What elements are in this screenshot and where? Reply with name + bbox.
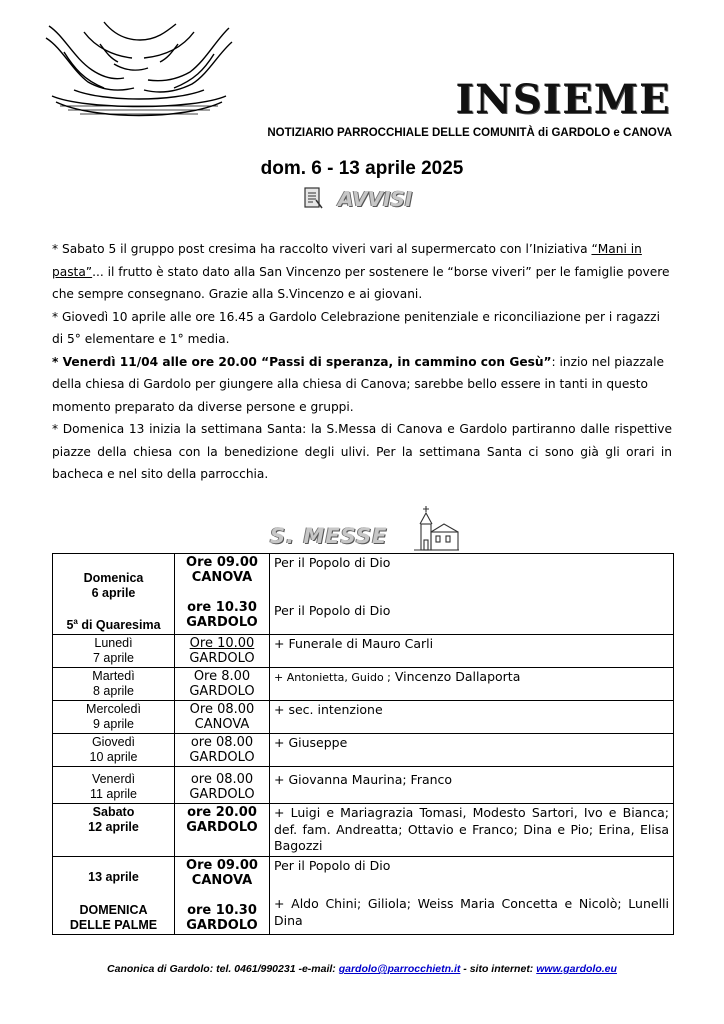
notice-text: * Giovedì 10 aprile alle ore 16.45 a Gardolo Celebrazione penitenziale e riconciliazione per i ragazzi di 5° elementare e 1° media. (52, 309, 660, 346)
day-date: 8 aprile (93, 684, 134, 699)
day-date: 11 aprile (89, 787, 138, 802)
table-row (53, 804, 674, 857)
intention-cell (270, 734, 674, 767)
hands-logo-image (44, 18, 234, 130)
mass-place: GARDOLO (189, 787, 255, 803)
footer-text: - sito internet: (460, 963, 537, 975)
table-row (53, 856, 674, 934)
table-row (53, 635, 674, 668)
day-cell (53, 804, 175, 857)
intention-cell (270, 804, 674, 857)
mass-intention: + Giovanna Maurina; Franco (274, 772, 453, 788)
mass-place: GARDOLO (189, 750, 255, 766)
mass-time: ore 10.30 (187, 902, 257, 918)
footer-text: Canonica di Gardolo: tel. 0461/990231 -e-mail: (107, 963, 339, 975)
time-cell (175, 554, 270, 635)
day-cell (53, 856, 175, 934)
time-cell (175, 767, 270, 804)
mass-intention: Per il Popolo di Dio (274, 555, 391, 570)
intention-cell (270, 635, 674, 668)
mass-time: Ore 09.00 (186, 555, 258, 570)
table-row (53, 701, 674, 734)
time-cell (175, 635, 270, 668)
day-date: 10 aprile (89, 750, 138, 765)
mass-place: GARDOLO (186, 820, 258, 836)
note-text: di Quaresima (77, 618, 161, 633)
day-name: Sabato (92, 805, 135, 820)
intention-cell (270, 701, 674, 734)
mass-place: GARDOLO (186, 615, 258, 630)
notice-item (52, 351, 672, 419)
notice-item (52, 418, 672, 486)
table-row (53, 668, 674, 701)
masses-heading (270, 504, 470, 556)
time-cell (175, 734, 270, 767)
time-cell (175, 804, 270, 857)
mass-place: CANOVA (191, 872, 253, 888)
notice-text: : inzio nel piazzale della chiesa di Gardolo per giungere alla chiesa di Canova; sarebbe bello essere in tanti in questo momento preparato da diverse persone e gruppi. (52, 354, 664, 414)
mass-time: Ore 10.00 (189, 636, 255, 652)
table-row (53, 734, 674, 767)
day-cell (53, 554, 175, 635)
time-cell (175, 701, 270, 734)
intention-cell (270, 856, 674, 934)
day-name: Lunedì (94, 636, 133, 651)
mass-place: CANOVA (194, 717, 250, 733)
mass-place: CANOVA (191, 570, 253, 585)
mass-time: ore 10.30 (187, 600, 257, 615)
day-name: Giovedì (91, 735, 136, 750)
mass-intention: + Aldo Chini; Giliola; Weiss Maria Concetta e Nicolò; Lunelli Dina (274, 896, 669, 928)
day-cell (53, 635, 175, 668)
contact-footer (0, 963, 724, 975)
intention-cell (270, 767, 674, 804)
notice-bold-text: * Venerdì 11/04 alle ore 20.00 “Passi di speranza, in cammino con Gesù” (52, 354, 552, 369)
notices-section (52, 238, 672, 486)
mass-intention: + Luigi e Mariagrazia Tomasi, Modesto Sartori, Ivo e Bianca; def. fam. Andreatta; Ottavio e Franco; Dina e Pio; Erina, Elisa Bagozzi (274, 805, 669, 854)
table-row (53, 767, 674, 804)
notice-text: * Sabato 5 il gruppo post cresima ha raccolto viveri vari al supermercato con l’Iniziativa (52, 242, 592, 256)
note-number: 5 (66, 618, 74, 633)
mass-time: ore 08.00 (190, 735, 254, 751)
issue-date: dom. 6 - 13 aprile 2025 (260, 158, 464, 179)
table-row (53, 554, 674, 635)
intention-cell (270, 554, 674, 635)
notice-item (52, 306, 672, 351)
mass-time: ore 08.00 (190, 772, 254, 788)
note-superscript: a (73, 617, 78, 626)
masses-title: S. MESSE (270, 524, 388, 548)
website-link[interactable]: www.gardolo.eu (536, 963, 617, 975)
day-title: DELLE PALME (69, 917, 158, 932)
email-link[interactable]: gardolo@parrocchietn.it (338, 963, 461, 975)
time-cell (175, 668, 270, 701)
notice-text: ... il frutto è stato dato alla San Vincenzo per sostenere le “borse viveri” per le famiglie povere che sempre consegnano. Grazie alla S.Vincenzo e ai giovani. (52, 264, 670, 301)
avvisi-title: AVVISI (338, 187, 413, 211)
mass-intention: Vincenzo Dallaporta (390, 669, 521, 685)
day-date: 9 aprile (93, 717, 134, 732)
mass-intention: Per il Popolo di Dio (274, 602, 391, 618)
day-name: Venerdì (91, 772, 136, 787)
masthead-title: INSIEME (455, 76, 671, 123)
newsletter-subtitle: NOTIZIARIO PARROCCHIALE DELLE COMUNITÀ di GARDOLO e CANOVA (267, 127, 672, 139)
day-cell (53, 668, 175, 701)
mass-intention: + sec. intenzione (274, 702, 383, 718)
time-cell (175, 856, 270, 934)
day-title: DOMENICA (79, 902, 148, 917)
mass-place: GARDOLO (189, 684, 255, 700)
day-date: 6 aprile (91, 586, 136, 600)
mass-time: Ore 8.00 (193, 669, 251, 685)
day-name: Domenica (83, 571, 144, 585)
avvisi-heading (282, 186, 442, 212)
mass-intention-small: + Antonietta, Guido ; (274, 671, 391, 685)
day-date: 12 aprile (88, 820, 139, 835)
mass-intention: + Giuseppe (274, 735, 348, 751)
day-name: Mercoledì (86, 702, 141, 717)
mass-time: ore 20.00 (187, 805, 257, 821)
liturgical-note (57, 614, 170, 633)
mass-intention: Per il Popolo di Dio (274, 857, 391, 873)
intention-cell (270, 668, 674, 701)
mass-place: GARDOLO (186, 917, 258, 933)
mass-time: Ore 09.00 (186, 857, 258, 873)
day-date: 13 aprile (88, 869, 139, 884)
day-cell (53, 767, 175, 804)
mass-intention: + Funerale di Mauro Carli (274, 636, 434, 652)
notice-item (52, 238, 672, 306)
day-cell (53, 734, 175, 767)
mass-place: GARDOLO (189, 651, 255, 667)
church-icon (412, 504, 460, 554)
mass-schedule-table (52, 553, 674, 935)
day-name: Martedì (92, 669, 135, 684)
mass-time: Ore 08.00 (189, 702, 255, 718)
day-cell (53, 701, 175, 734)
notice-highlight: “Mani in pasta” (52, 242, 642, 279)
notice-text: * Domenica 13 inizia la settimana Santa: la S.Messa di Canova e Gardolo partiranno dalle rispettive piazze della chiesa con la benedizione degli ulivi. Per la settimana Santa ci sono già gli orari in bacheca e nel sito della parrocchia. (52, 422, 672, 481)
day-date: 7 aprile (93, 651, 134, 666)
document-icon (302, 186, 324, 210)
